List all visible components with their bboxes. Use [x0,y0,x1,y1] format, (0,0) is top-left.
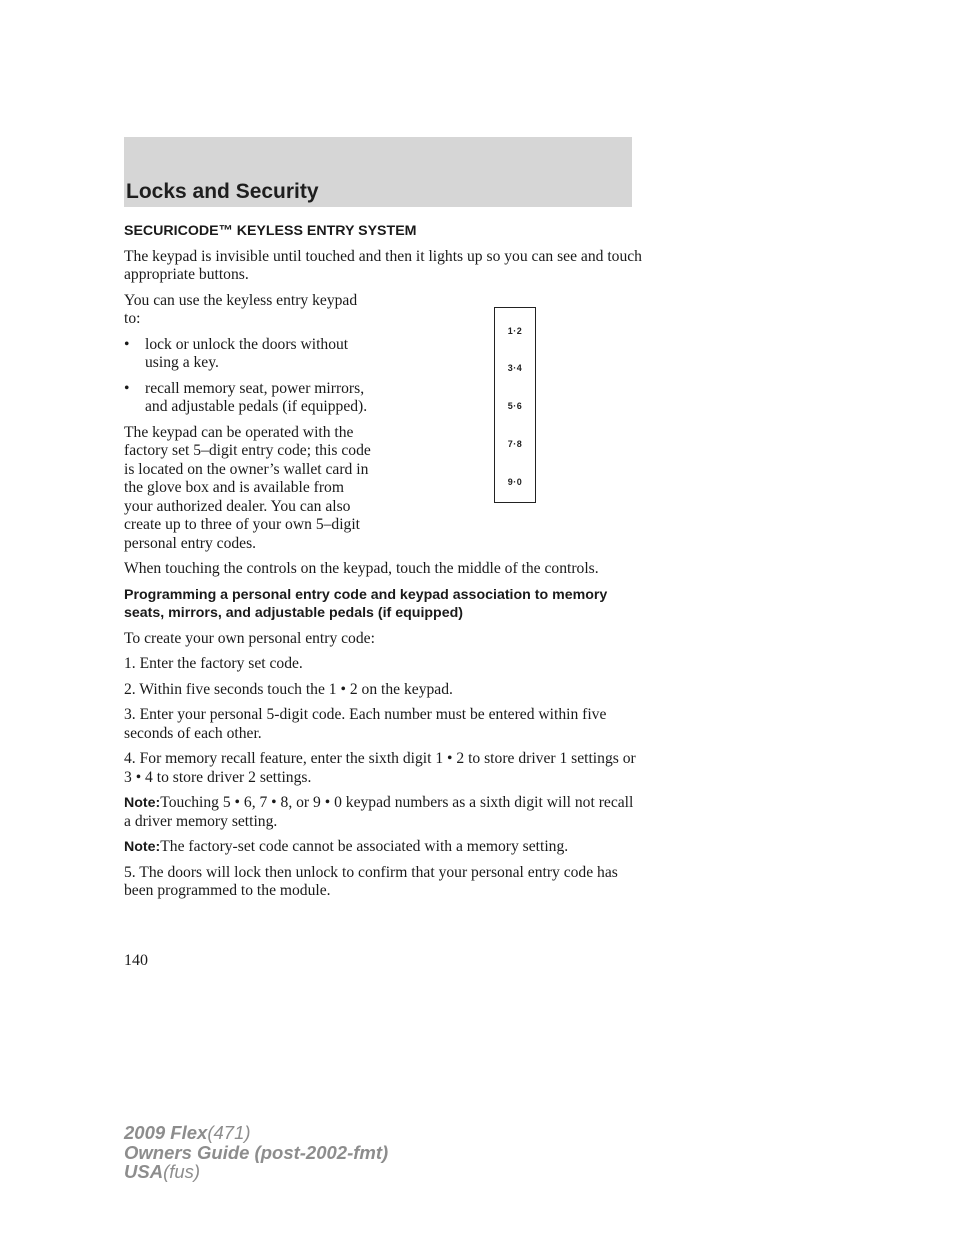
note-item [124,794,644,831]
page-title: Locks and Security [126,180,319,203]
factory-code-paragraph: The keypad can be operated with the factory set 5–digit entry code; this code is located on the owner’s wallet card in the glove box and is available from your authorized dealer. You can also create up to three of your own 5–digit personal entry codes. [124,423,371,552]
footer-line [124,1143,388,1163]
keypad-illustration [494,307,536,503]
keypad-key-label: 3·4 [507,363,523,373]
keypad-key-label: 9·0 [507,477,523,487]
footer-model: 2009 Flex [124,1122,208,1143]
programming-lead: To create your own personal entry code: [124,629,375,647]
section-heading: SECURICODE™ KEYLESS ENTRY SYSTEM [124,223,417,239]
bullet-item [124,380,377,417]
footer-line [124,1162,388,1182]
touch-tip-paragraph: When touching the controls on the keypad, touch the middle of the controls. [124,560,599,577]
page-number: 140 [124,952,148,969]
keypad-key-label: 5·6 [507,401,523,411]
note-label: Note: [124,795,161,811]
step-item: 2. Within five seconds touch the 1 • 2 on the keypad. [124,680,453,698]
programming-heading: Programming a personal entry code and keypad association to memory seats, mirrors, and adjustable pedals (if equipped) [124,586,608,621]
step-item: 3. Enter your personal 5-digit code. Each number must be entered within five seconds of each other. [124,706,607,742]
footer-model-code: (471) [207,1122,251,1143]
keypad-key-label: 1·2 [507,326,523,336]
step-item: 5. The doors will lock then unlock to confirm that your personal entry code has been programmed to the module. [124,863,618,899]
bullet-item [124,336,377,373]
note-item [124,838,644,857]
keypad-key-label: 7·8 [507,439,523,449]
step-item: 1. Enter the factory set code. [124,655,303,672]
footer [124,1123,388,1182]
note-label: Note: [124,839,161,855]
bullet-text: recall memory seat, power mirrors, and adjustable pedals (if equipped). [145,379,368,415]
footer-line [124,1123,388,1143]
footer-market-code: (fus) [163,1161,201,1182]
footer-guide: Owners Guide (post-2002-fmt) [124,1141,389,1163]
step-item: 4. For memory recall feature, enter the sixth digit 1 • 2 to store driver 1 settings or 3 • 4 to store driver 2 settings. [124,750,636,786]
use-lead-paragraph: You can use the keyless entry keypad to: [124,291,358,327]
bullet-icon: • [124,379,130,397]
bullet-icon: • [124,335,130,353]
notes-block [124,794,644,857]
note-text: Touching 5 • 6, 7 • 8, or 9 • 0 keypad numbers as a sixth digit will not recall a driver memory setting. [124,794,634,830]
bullet-text: lock or unlock the doors without using a key. [145,335,349,371]
footer-market: USA [124,1161,164,1182]
intro-paragraph: The keypad is invisible until touched and then it lights up so you can see and touch appropriate buttons. [124,247,642,283]
main-content [124,222,644,908]
note-text: The factory-set code cannot be associated with a memory setting. [160,838,569,855]
